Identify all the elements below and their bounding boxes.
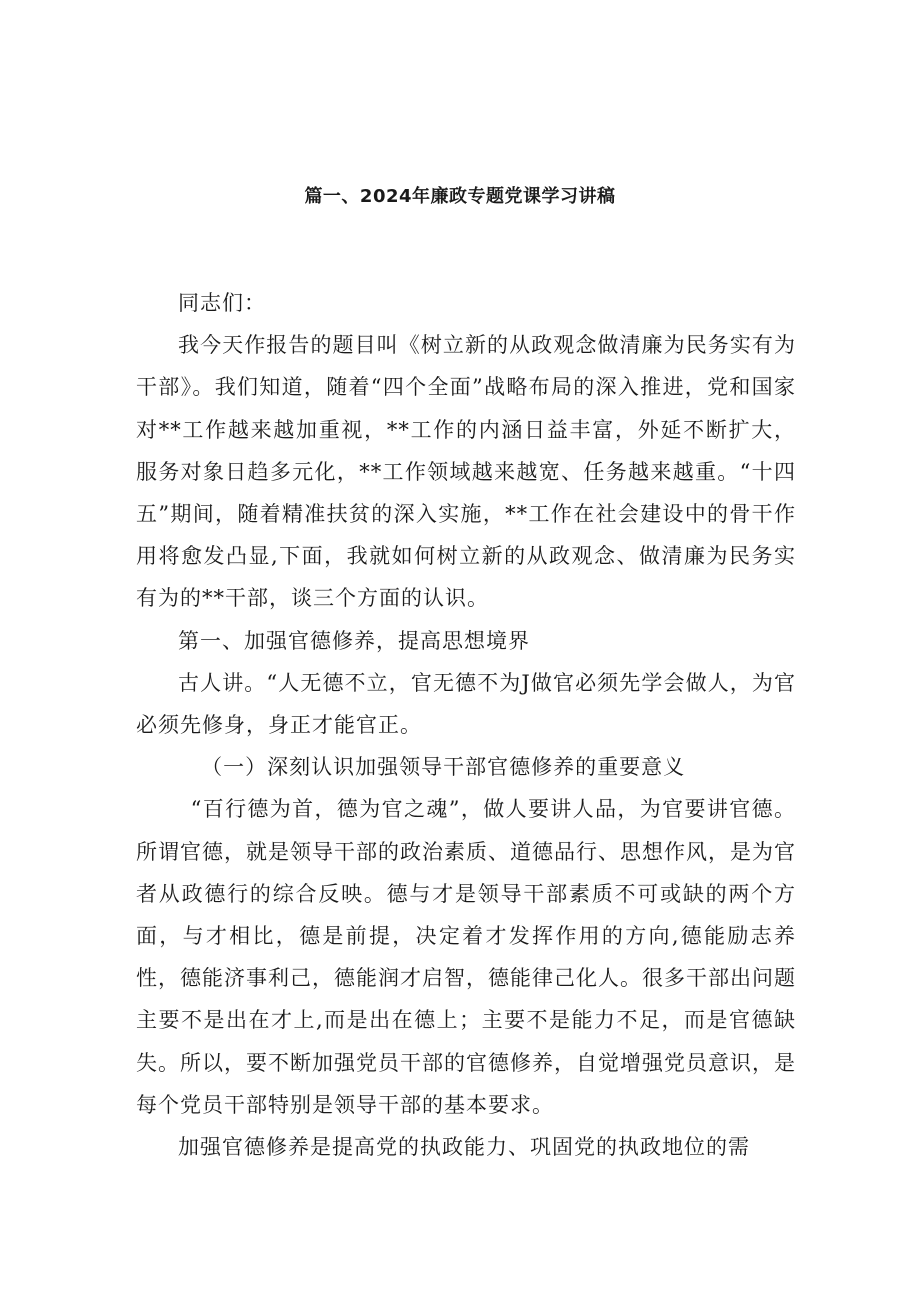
paragraph-official-morality: “百行德为首，德为官之魂”，做人要讲人品，为官要讲官德。所谓官德，就是领导干部的政治素质、道德品行、思想作风，是为官者从政德行的综合反映。德与才是领导干部素质不可或缺的两个方面，与才相比，德是前提，决定着才发挥作用的方向,德能励志养性，德能济事利己，德能润才启智，德能律己化人。很多干部出问题主要不是出在才上,而是出在德上；主要不是能力不足，而是官德缺失。所以，要不断加强党员干部的官德修养，自觉增强党员意识，是每个党员干部特别是领导干部的基本要求。 (136, 797, 796, 1117)
subsection-heading-1: （一）深刻认识加强领导干部官德修养的重要意义 (201, 755, 686, 780)
paragraph-ancient-saying: 古人讲。“人无德不立，官无德不为J做官必须先学会做人，为官必须先修身，身正才能官正。 (136, 670, 796, 738)
paragraph-continued: 加强官德修养是提高党的执政能力、巩固党的执政地位的需 (178, 1135, 750, 1160)
paragraph-intro: 我今天作报告的题目叫《树立新的从政观念做清廉为民务实有为干部》。我们知道，随着“四个全面”战略布局的深入推进，党和国家对**工作越来越加重视，**工作的内涵日益丰富，外延不断扩大，服务对象日趋多元化，**工作领域越来越宽、任务越来越重。“十四五”期间，随着精准扶贫的深入实施，**工作在社会建设中的骨干作用将愈发凸显,下面，我就如何树立新的从政观念、做清廉为民务实有为的**干部，谈三个方面的认识。 (136, 333, 796, 611)
salutation: 同志们： (178, 291, 266, 315)
section-heading-1: 第一、加强官德修养，提高思想境界 (178, 628, 530, 653)
document-body (136, 282, 796, 1168)
document-title: 篇一、2024年廉政专题党课学习讲稿 (304, 186, 616, 207)
